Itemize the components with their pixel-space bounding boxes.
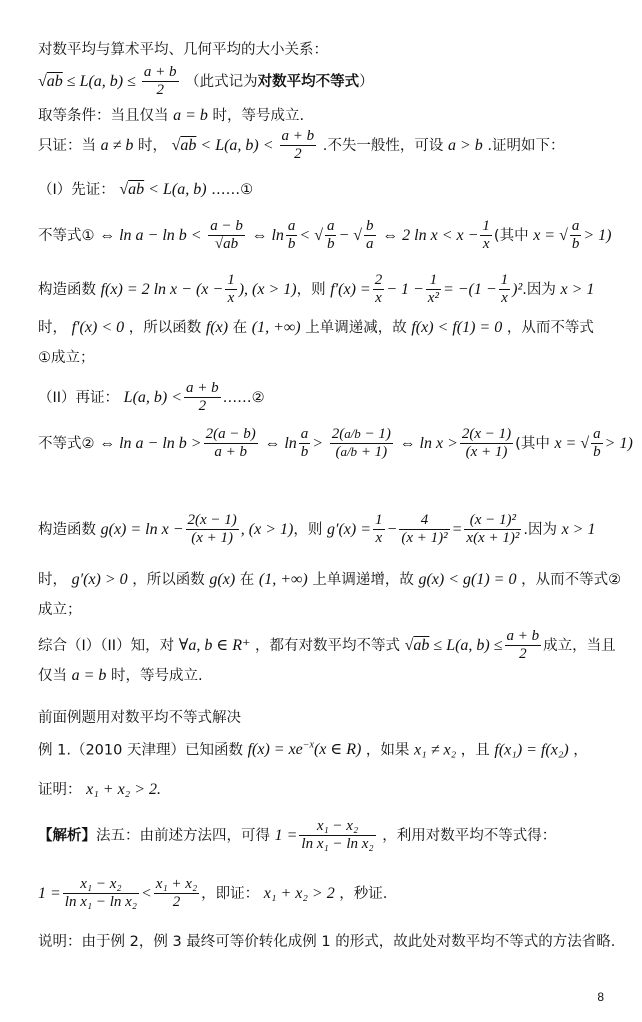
text-line: 对数平均与算术平均、几何平均的大小关系：: [38, 42, 328, 58]
text-line: 说明：由于例 2，例 3 最终可等价转化成例 1 的形式，故此处对数平均不等式的方法省略.: [38, 934, 616, 950]
text-line: 取等条件：当且仅当 a = b 时，等号成立.: [38, 107, 305, 124]
text-line: 证明： x₁ + x₂ > 2.: [38, 781, 162, 798]
formula-line: 构造函数 f(x) = 2 ln x − (x − $\frac{1}{x}$ ), (x > 1)，则 f′(x) = $\frac{2}{x}$ − 1 − $\frac{1}{\text{x²}}$ = −(1 − $\frac{1}{x}$ )².因为 x > 1: [38, 272, 595, 307]
text-line: 例 1.（2010 天津理）已知函数 $f(x) = xe^{-x}(x$ ∈ R) ，如果 x₁ ≠ x₂ ，且 f(x₁) = f(x₂) ，: [38, 740, 588, 759]
formula-line: 构造函数 g(x) = ln x − $\frac{2(x - 1)}{(x + 1)}$ , (x > 1)，则 g′(x) = $\frac{1}{x}$ − $\frac{4}{\text{(x + 1)²}}$ = $\frac{\text{(x − 1)²}}{\text{x(x + 1)²}}$ .因为 x > 1: [38, 512, 596, 547]
text-line: 时， f′(x) < 0 ，所以函数 f(x) 在 (1, +∞) 上单调递减，故 f(x) < f(1) = 0 ，从而不等式: [38, 319, 594, 336]
formula-line: 只证：当 a ≠ b 时， √ab < L(a, b) < $\frac{a + b}{2}$ .不失一般性，可设 a > b .证明如下：: [38, 128, 565, 163]
formula-line: √ab ≤ L(a, b) ≤ $\frac{a + b}{2}$ （此式记为对数平均不等式）: [38, 64, 374, 99]
formula-line: 综合（I）（II）知，对 ∀a, b ∈ R⁺ ，都有对数平均不等式 √ab ≤ L(a, b) ≤ $\frac{a + b}{2}$ 成立，当且: [38, 628, 616, 663]
text-line: ①成立；: [38, 350, 95, 366]
text-line: 时， g′(x) > 0 ，所以函数 g(x) 在 (1, +∞) 上单调递增，故 g(x) < g(1) = 0 ，从而不等式②: [38, 571, 622, 588]
formula-line: 不等式① ⇔ ln a − ln b < $\frac{a - b}{√ab}$ ⇔ ln $\frac{a}{b}$ < √ $\frac{a}{b}$ − √ $\frac{b}{a}$ ⇔ 2 ln x < x − $\frac{1}{x}$ (其中 x = √ $\frac{a}{b}$ > 1): [38, 218, 612, 253]
page-number: 8: [597, 990, 604, 1004]
text-line: 前面例题用对数平均不等式解决: [38, 710, 241, 726]
formula-line: 不等式② ⇔ ln a − ln b > $\frac{2(a - b)}{a + b}$ ⇔ ln $\frac{a}{b}$ > $\frac{2(a/b - 1)}{(a/b + 1)}$ ⇔ ln x > $\frac{2(x - 1)}{(x + 1)}$ (其中 x = √ $\frac{a}{b}$ > 1): [38, 426, 633, 461]
formula-line: （II）再证： L(a, b) < $\frac{a + b}{2}$ ……②: [38, 380, 265, 415]
formula-line: 【解析】法五：由前述方法四，可得 1 = $\frac{\text{x₁ − x₂}}{\text{ln x₁ − ln x₂}}$ ，利用对数平均不等式得：: [38, 818, 557, 853]
text-line: （I）先证： √ab < L(a, b) ……①: [38, 181, 254, 198]
formula-line: 1 = $\frac{\text{x₁ − x₂}}{\text{ln x₁ − ln x₂}}$ < $\frac{\text{x₁ + x₂}}{2}$ ，即证： x₁ + x₂ > 2 ，秒证.: [38, 876, 388, 911]
text-line: 仅当 a = b 时，等号成立.: [38, 667, 203, 684]
text-line: 成立；: [38, 602, 82, 618]
